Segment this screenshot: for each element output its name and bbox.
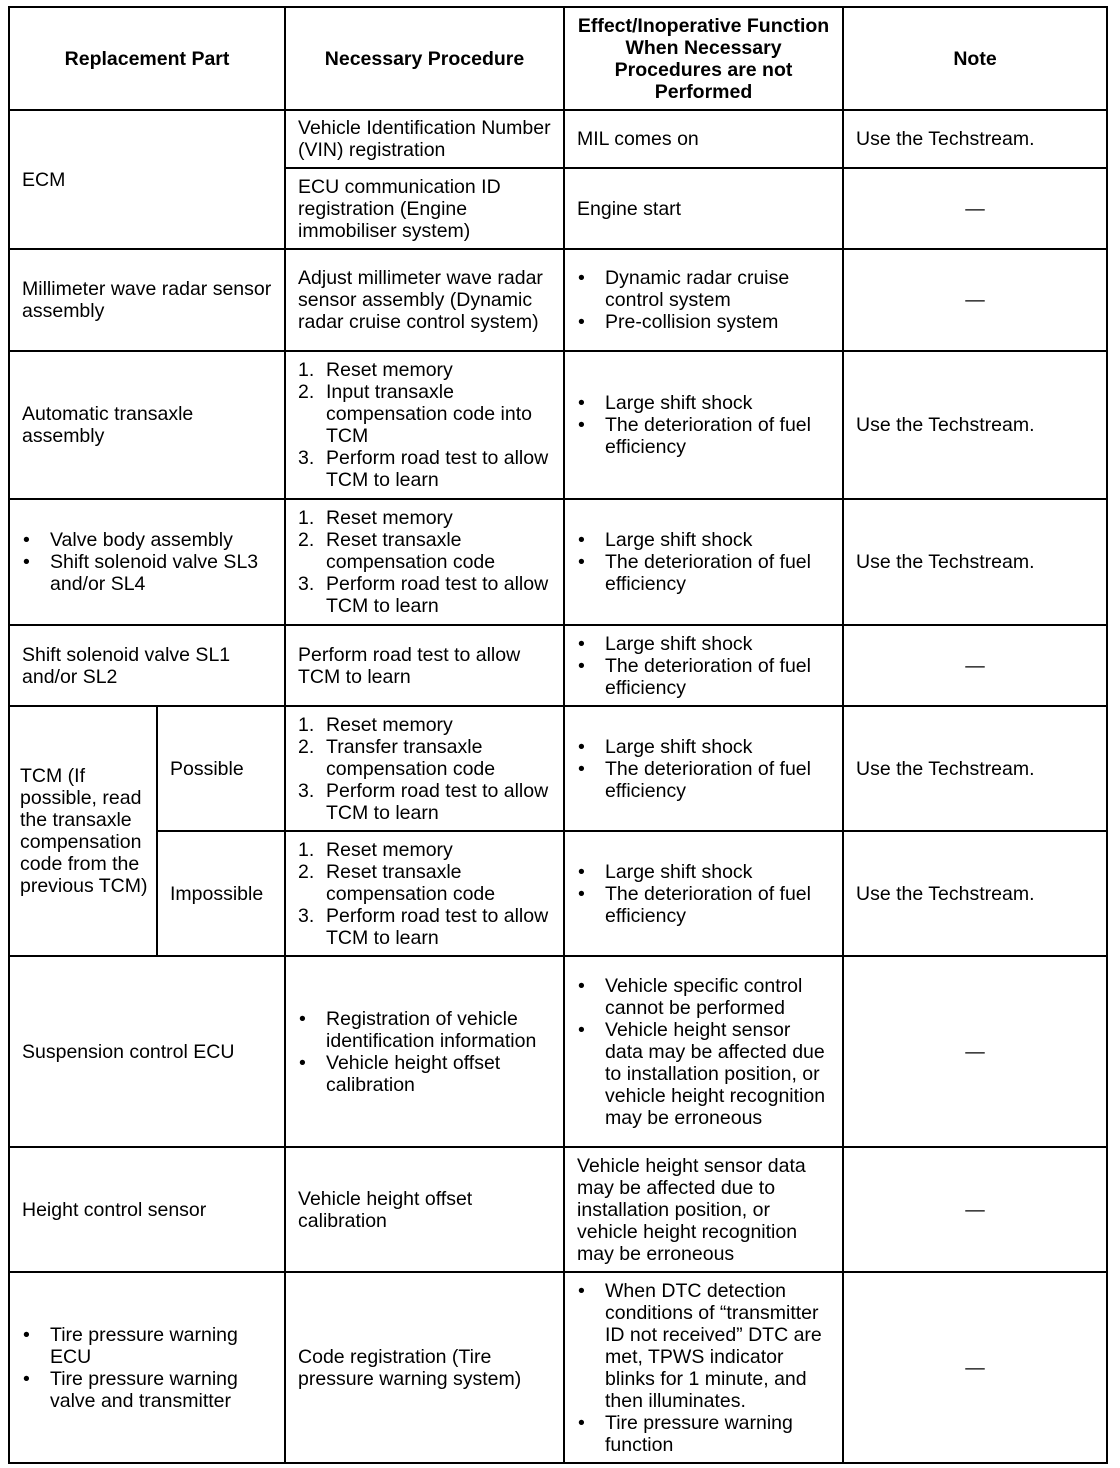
list-item: • The deterioration of fuel efficiency <box>605 883 830 927</box>
effect-cell <box>564 625 843 706</box>
list-item <box>298 447 551 491</box>
procedure-cell <box>285 351 564 499</box>
table-row <box>9 499 1107 625</box>
header-row <box>9 7 1107 110</box>
list-item: • Vehicle specific control cannot be performed <box>605 975 830 1019</box>
table-row <box>9 351 1107 499</box>
procedure-cell: ECU communication ID registration (Engine immobiliser system) <box>285 168 564 249</box>
part-ecm: ECM <box>9 110 285 249</box>
effect-cell: Vehicle height sensor data may be affected due to installation position, or vehicle height recognition may be erroneous <box>564 1147 843 1272</box>
part-sl1: Shift solenoid valve SL1 and/or SL2 <box>9 625 285 706</box>
procedure-cell: Vehicle Identification Number (VIN) registration <box>285 110 564 168</box>
list-item: • The deterioration of fuel efficiency <box>605 655 830 699</box>
list-item: • Vehicle height sensor data may be affected due to installation position, or vehicle height recognition may be erroneous <box>605 1019 830 1129</box>
list-item: • The deterioration of fuel efficiency <box>605 414 830 458</box>
part-tire <box>9 1272 285 1463</box>
table-row <box>9 831 1107 956</box>
table-row <box>9 625 1107 706</box>
step-text: Transfer transaxle compensation code <box>326 735 496 780</box>
effect-cell <box>564 249 843 351</box>
note-cell: — <box>843 956 1107 1147</box>
step-number: 2. <box>298 735 315 758</box>
list-item: • Shift solenoid valve SL3 and/or SL4 <box>50 551 272 595</box>
note-cell: Use the Techstream. <box>843 499 1107 625</box>
effect-cell: MIL comes on <box>564 110 843 168</box>
note-cell: Use the Techstream. <box>843 351 1107 499</box>
list-item: • Large shift shock <box>605 529 830 551</box>
note-cell: — <box>843 1272 1107 1463</box>
list-item <box>298 904 551 949</box>
list-item <box>298 735 551 780</box>
table-row <box>9 249 1107 351</box>
procedure-cell <box>285 956 564 1147</box>
step-number: 1. <box>298 507 315 529</box>
procedure-cell <box>285 831 564 956</box>
list-item <box>298 507 551 529</box>
list-item: • The deterioration of fuel efficiency <box>605 758 830 802</box>
step-text: Reset transaxle compensation code <box>326 529 496 573</box>
note-cell: — <box>843 249 1107 351</box>
step-number: 3. <box>298 904 315 927</box>
step-number: 3. <box>298 573 315 595</box>
step-text: Reset transaxle compensation code <box>326 860 496 905</box>
step-text: Perform road test to allow TCM to learn <box>326 904 549 949</box>
effect-cell <box>564 351 843 499</box>
step-text: Reset memory <box>326 359 453 381</box>
list-item: • Registration of vehicle identification information <box>326 1008 551 1052</box>
procedure-cell: Perform road test to allow TCM to learn <box>285 625 564 706</box>
procedure-cell <box>285 706 564 831</box>
list-item: • Dynamic radar cruise control system <box>605 267 830 311</box>
header-note: Note <box>843 7 1107 110</box>
table-row <box>9 1272 1107 1463</box>
list-item: • Large shift shock <box>605 736 830 758</box>
table-row <box>9 956 1107 1147</box>
header-effect: Effect/Inoperative Function When Necessary Procedures are not Performed <box>564 7 843 110</box>
note-cell: Use the Techstream. <box>843 110 1107 168</box>
note-cell: Use the Techstream. <box>843 831 1107 956</box>
list-item: • When DTC detection conditions of “transmitter ID not received” DTC are met, TPWS indicator blinks for 1 minute, and then illuminates. <box>605 1280 830 1412</box>
list-item: • Large shift shock <box>605 633 830 655</box>
effect-cell: Engine start <box>564 168 843 249</box>
step-text: Reset memory <box>326 713 453 736</box>
step-number: 2. <box>298 529 315 551</box>
step-number: 1. <box>298 838 315 861</box>
list-item: • Large shift shock <box>605 861 830 883</box>
step-text: Input transaxle compensation code into TCM <box>326 381 532 447</box>
part-tcm: TCM (If possible, read the transaxle compensation code from the previous TCM) <box>9 706 157 956</box>
header-necessary-procedure: Necessary Procedure <box>285 7 564 110</box>
step-text: Reset memory <box>326 838 453 861</box>
list-item: • Vehicle height offset calibration <box>326 1052 551 1096</box>
effect-cell <box>564 706 843 831</box>
part-suspension: Suspension control ECU <box>9 956 285 1147</box>
tcm-possible-label: Possible <box>157 706 285 831</box>
step-text: Reset memory <box>326 507 453 529</box>
list-item <box>298 713 551 736</box>
list-item <box>298 860 551 905</box>
effect-cell <box>564 956 843 1147</box>
note-cell: Use the Techstream. <box>843 706 1107 831</box>
list-item <box>298 838 551 861</box>
list-item <box>298 529 551 573</box>
tcm-impossible-label: Impossible <box>157 831 285 956</box>
list-item: • Large shift shock <box>605 392 830 414</box>
procedure-cell: Code registration (Tire pressure warning system) <box>285 1272 564 1463</box>
effect-cell <box>564 1272 843 1463</box>
table-row <box>9 1147 1107 1272</box>
step-number: 1. <box>298 713 315 736</box>
list-item: • The deterioration of fuel efficiency <box>605 551 830 595</box>
list-item: • Tire pressure warning function <box>605 1412 830 1456</box>
table-row <box>9 706 1107 831</box>
procedure-cell: Adjust millimeter wave radar sensor assembly (Dynamic radar cruise control system) <box>285 249 564 351</box>
procedure-cell: Vehicle height offset calibration <box>285 1147 564 1272</box>
effect-cell <box>564 499 843 625</box>
note-cell: — <box>843 1147 1107 1272</box>
part-valve-body <box>9 499 285 625</box>
step-number: 3. <box>298 447 315 469</box>
note-cell: — <box>843 625 1107 706</box>
step-text: Perform road test to allow TCM to learn <box>326 573 549 617</box>
step-text: Perform road test to allow TCM to learn <box>326 779 549 824</box>
step-number: 2. <box>298 860 315 883</box>
step-number: 1. <box>298 359 315 381</box>
part-radar: Millimeter wave radar sensor assembly <box>9 249 285 351</box>
part-height: Height control sensor <box>9 1147 285 1272</box>
replacement-procedures-table <box>8 6 1108 1464</box>
list-item: • Valve body assembly <box>50 529 272 551</box>
list-item <box>298 779 551 824</box>
effect-cell <box>564 831 843 956</box>
note-cell: — <box>843 168 1107 249</box>
list-item: • Pre-collision system <box>605 311 830 333</box>
step-number: 3. <box>298 779 315 802</box>
step-text: Perform road test to allow TCM to learn <box>326 447 549 491</box>
list-item: • Tire pressure warning valve and transmitter <box>50 1368 272 1412</box>
step-number: 2. <box>298 381 315 403</box>
header-replacement-part: Replacement Part <box>9 7 285 110</box>
list-item <box>298 573 551 617</box>
table-row <box>9 110 1107 168</box>
list-item <box>298 381 551 447</box>
list-item: • Tire pressure warning ECU <box>50 1324 272 1368</box>
part-transaxle: Automatic transaxle assembly <box>9 351 285 499</box>
procedure-cell <box>285 499 564 625</box>
list-item <box>298 359 551 381</box>
